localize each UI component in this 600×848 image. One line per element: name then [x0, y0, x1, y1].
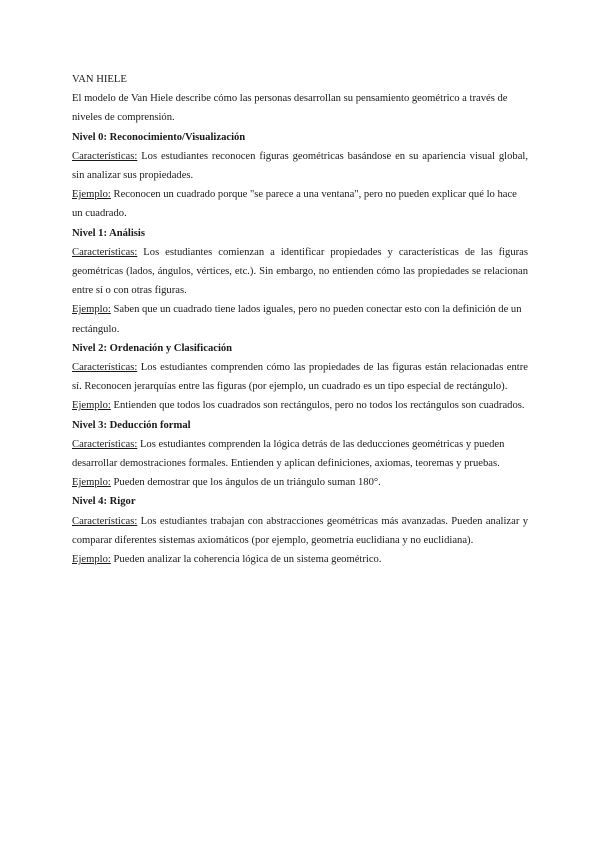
level-section: [72, 492, 528, 569]
example-label: Ejemplo:: [72, 189, 111, 201]
characteristics-label: Características:: [72, 438, 138, 450]
level-section: [72, 128, 528, 224]
level-heading: Nivel 2: Ordenación y Clasificación: [72, 342, 233, 354]
example-paragraph: [72, 185, 528, 223]
characteristics-paragraph: [72, 147, 528, 185]
example-text: Saben que un cuadrado tiene lados iguales, pero no pueden conectar esto con la definición de un rectángulo.: [72, 304, 522, 335]
example-text: Pueden demostrar que los ángulos de un triángulo suman 180°.: [113, 477, 381, 489]
level-section: [72, 416, 528, 493]
characteristics-paragraph: [72, 358, 528, 396]
example-label: Ejemplo:: [72, 400, 111, 412]
example-text: Pueden analizar la coherencia lógica de un sistema geométrico.: [113, 554, 382, 566]
characteristics-paragraph: [72, 243, 528, 301]
characteristics-text: Los estudiantes comprenden la lógica detrás de las deducciones geométricas y pueden desarrollar demostraciones formales. Entienden y aplican definiciones, axiomas, teoremas y pruebas.: [72, 438, 505, 470]
characteristics-text: Los estudiantes reconocen figuras geométricas basándose en su apariencia visual global, sin analizar sus propiedades.: [72, 150, 528, 182]
characteristics-label: Características:: [72, 362, 138, 374]
example-text: Reconocen un cuadrado porque "se parece a una ventana", pero no pueden explicar qué lo hace un cuadrado.: [72, 189, 517, 220]
level-heading: Nivel 1: Análisis: [72, 227, 145, 239]
level-section: [72, 224, 528, 339]
example-text: Entienden que todos los cuadrados son rectángulos, pero no todos los rectángulos son cuadrados.: [113, 400, 525, 412]
example-paragraph: [72, 396, 528, 415]
document-page: [72, 70, 528, 569]
level-heading: Nivel 4: Rigor: [72, 496, 136, 508]
example-paragraph: [72, 550, 528, 569]
level-heading: Nivel 0: Reconocimiento/Visualización: [72, 131, 246, 143]
example-paragraph: [72, 473, 528, 492]
characteristics-paragraph: [72, 512, 528, 550]
characteristics-text: Los estudiantes trabajan con abstracciones geométricas más avanzadas. Pueden analizar y comparar diferentes sistemas axiomáticos (por ejemplo, geometría euclidiana y no euclidiana).: [72, 515, 528, 546]
characteristics-label: Características:: [72, 246, 138, 258]
example-label: Ejemplo:: [72, 554, 111, 566]
document-title: VAN HIELE: [72, 74, 127, 85]
characteristics-text: Los estudiantes comprenden cómo las propiedades de las figuras están relacionadas entre sí. Reconocen jerarquías entre las figuras (por ejemplo, un cuadrado es un tipo especial de rectángulo).: [72, 362, 528, 393]
level-section: [72, 339, 528, 416]
level-heading: Nivel 3: Deducción formal: [72, 419, 191, 431]
example-paragraph: [72, 300, 528, 338]
intro-paragraph: El modelo de Van Hiele describe cómo las personas desarrollan su pensamiento geométrico a través de niveles de comprensión.: [72, 93, 508, 124]
characteristics-paragraph: [72, 435, 528, 473]
characteristics-label: Características:: [72, 515, 138, 527]
characteristics-label: Características:: [72, 150, 138, 162]
example-label: Ejemplo:: [72, 304, 111, 316]
characteristics-text: Los estudiantes comienzan a identificar propiedades y características de las figuras geométricas (lados, ángulos, vértices, etc.). Sin embargo, no entienden cómo las propiedades se relacionan entre sí o con otras figuras.: [72, 246, 528, 297]
example-label: Ejemplo:: [72, 477, 111, 489]
